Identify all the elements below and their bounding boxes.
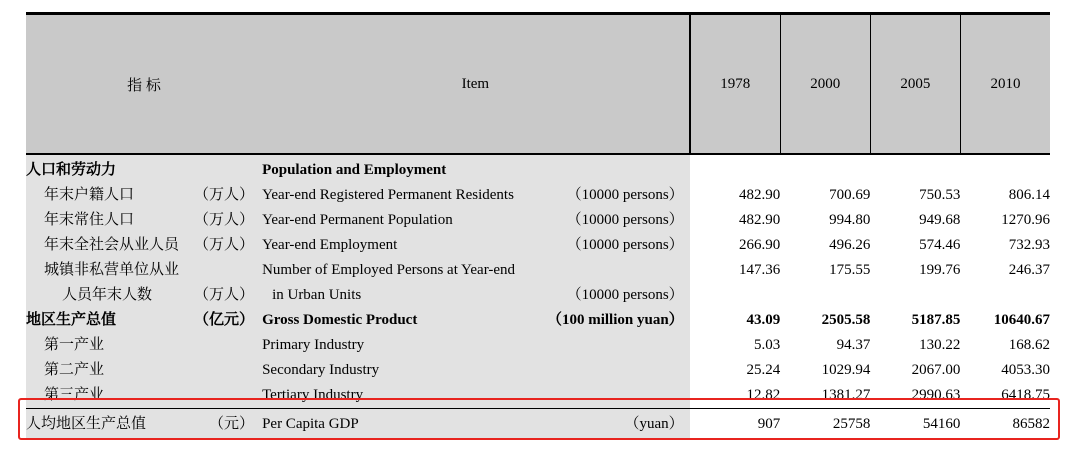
row-value-2000: 700.69 xyxy=(780,183,870,208)
statistics-table xyxy=(26,12,1050,439)
row-item-en-label: Primary Industry xyxy=(262,337,365,353)
row-value-2000: 994.80 xyxy=(780,208,870,233)
row-indicator-cn xyxy=(26,183,262,208)
row-item-en xyxy=(262,208,690,233)
row-item-en xyxy=(262,283,690,308)
row-indicator-cn-label: 第一产业 xyxy=(44,337,105,353)
row-item-en xyxy=(262,233,690,258)
header-row xyxy=(26,14,1050,155)
row-value-2000: 25758 xyxy=(780,409,870,440)
row-indicator-cn-label: 年末全社会从业人员 xyxy=(44,237,180,253)
row-item-en xyxy=(262,383,690,409)
row-value-2005: 5187.85 xyxy=(870,308,960,333)
row-item-en-label: Secondary Industry xyxy=(262,362,380,378)
row-unit-cn: （亿元） xyxy=(194,312,255,328)
row-unit-en: （100 million yuan） xyxy=(546,312,684,328)
row-value-2000: 496.26 xyxy=(780,233,870,258)
row-item-en xyxy=(262,409,690,440)
row-value-2000 xyxy=(780,154,870,183)
row-indicator-cn xyxy=(26,409,262,440)
table-row xyxy=(26,258,1050,283)
row-value-2000: 2505.58 xyxy=(780,308,870,333)
header-year-label: 2010 xyxy=(990,75,1021,92)
table-header xyxy=(26,14,1050,155)
row-value-2010: 1270.96 xyxy=(960,208,1050,233)
header-item-label: Item xyxy=(461,75,490,92)
header-year-1978 xyxy=(690,14,781,155)
row-indicator-cn-label: 年末户籍人口 xyxy=(44,187,135,203)
row-item-en-label: Number of Employed Persons at Year-end xyxy=(262,262,516,278)
row-value-2005: 2067.00 xyxy=(870,358,960,383)
header-year-label: 2000 xyxy=(810,75,841,92)
row-item-en xyxy=(262,258,690,283)
row-item-en-label: Year-end Permanent Population xyxy=(262,212,453,228)
row-item-en xyxy=(262,183,690,208)
row-value-1978: 907 xyxy=(690,409,781,440)
table-row xyxy=(26,409,1050,440)
row-indicator-cn-label: 人员年末人数 xyxy=(62,287,153,303)
header-year-2010 xyxy=(960,14,1050,155)
row-item-en-label: in Urban Units xyxy=(272,287,362,303)
table-row xyxy=(26,154,1050,183)
row-value-2010: 168.62 xyxy=(960,333,1050,358)
row-unit-cn: （万人） xyxy=(194,187,255,203)
row-item-en xyxy=(262,308,690,333)
row-indicator-cn xyxy=(26,283,262,308)
header-year-label: 2005 xyxy=(900,75,931,92)
row-item-en xyxy=(262,154,690,183)
header-indicator-cn xyxy=(26,14,262,155)
row-value-1978 xyxy=(690,154,781,183)
row-value-2005: 949.68 xyxy=(870,208,960,233)
table-row xyxy=(26,333,1050,358)
row-value-2000: 94.37 xyxy=(780,333,870,358)
row-indicator-cn xyxy=(26,258,262,283)
row-unit-cn: （万人） xyxy=(194,212,255,228)
row-indicator-cn-label: 地区生产总值 xyxy=(26,312,117,328)
row-unit-cn: （万人） xyxy=(194,237,255,253)
row-item-en-label: Gross Domestic Product xyxy=(262,312,418,328)
row-value-2000: 1029.94 xyxy=(780,358,870,383)
row-indicator-cn-label: 城镇非私营单位从业 xyxy=(44,262,180,278)
row-item-en xyxy=(262,358,690,383)
row-indicator-cn-label: 人口和劳动力 xyxy=(26,162,117,178)
row-indicator-cn xyxy=(26,208,262,233)
row-indicator-cn-label: 第二产业 xyxy=(44,362,105,378)
header-item-en xyxy=(262,14,690,155)
header-year-2000 xyxy=(780,14,870,155)
header-year-label: 1978 xyxy=(720,75,751,92)
table-row xyxy=(26,308,1050,333)
row-item-en-label: Year-end Employment xyxy=(262,237,398,253)
row-indicator-cn-label: 年末常住人口 xyxy=(44,212,135,228)
row-value-2005: 574.46 xyxy=(870,233,960,258)
table-row xyxy=(26,233,1050,258)
row-indicator-cn xyxy=(26,308,262,333)
row-indicator-cn-label: 第三产业 xyxy=(44,387,105,403)
row-unit-en: （10000 persons） xyxy=(566,212,684,228)
table-row xyxy=(26,208,1050,233)
row-value-1978: 482.90 xyxy=(690,183,781,208)
row-value-2000: 1381.27 xyxy=(780,383,870,409)
row-value-1978: 266.90 xyxy=(690,233,781,258)
row-value-1978: 43.09 xyxy=(690,308,781,333)
row-item-en xyxy=(262,333,690,358)
row-indicator-cn-label: 人均地区生产总值 xyxy=(26,416,147,432)
row-unit-en: （10000 persons） xyxy=(566,187,684,203)
row-indicator-cn xyxy=(26,154,262,183)
row-value-2005: 2990.63 xyxy=(870,383,960,409)
row-value-2005 xyxy=(870,154,960,183)
row-unit-en: （yuan） xyxy=(624,416,684,432)
row-value-2010: 732.93 xyxy=(960,233,1050,258)
row-value-2010 xyxy=(960,154,1050,183)
row-item-en-label: Tertiary Industry xyxy=(262,387,364,403)
row-value-1978: 5.03 xyxy=(690,333,781,358)
row-value-2005: 750.53 xyxy=(870,183,960,208)
row-value-1978: 12.82 xyxy=(690,383,781,409)
table-row xyxy=(26,283,1050,308)
row-item-en-label: Population and Employment xyxy=(262,162,447,178)
row-value-2005: 54160 xyxy=(870,409,960,440)
header-year-2005 xyxy=(870,14,960,155)
row-value-1978 xyxy=(690,283,781,308)
row-unit-cn: （元） xyxy=(209,416,255,432)
row-value-2010: 246.37 xyxy=(960,258,1050,283)
row-indicator-cn xyxy=(26,383,262,409)
header-indicator-label: 指 标 xyxy=(127,77,161,94)
row-value-2000: 175.55 xyxy=(780,258,870,283)
row-value-2010: 86582 xyxy=(960,409,1050,440)
row-value-1978: 147.36 xyxy=(690,258,781,283)
row-unit-en: （10000 persons） xyxy=(566,287,684,303)
row-item-en-label: Year-end Registered Permanent Residents xyxy=(262,187,514,203)
row-indicator-cn xyxy=(26,358,262,383)
table-body xyxy=(26,154,1050,439)
table-row xyxy=(26,183,1050,208)
row-value-2000 xyxy=(780,283,870,308)
row-indicator-cn xyxy=(26,233,262,258)
row-value-2005: 130.22 xyxy=(870,333,960,358)
row-unit-en: （10000 persons） xyxy=(566,237,684,253)
row-value-2010: 806.14 xyxy=(960,183,1050,208)
row-value-1978: 482.90 xyxy=(690,208,781,233)
table-row xyxy=(26,358,1050,383)
row-indicator-cn xyxy=(26,333,262,358)
row-item-en-label: Per Capita GDP xyxy=(262,416,359,432)
row-value-2010: 6418.75 xyxy=(960,383,1050,409)
row-value-2005 xyxy=(870,283,960,308)
row-value-2010: 10640.67 xyxy=(960,308,1050,333)
row-value-2010: 4053.30 xyxy=(960,358,1050,383)
row-value-2010 xyxy=(960,283,1050,308)
row-value-1978: 25.24 xyxy=(690,358,781,383)
row-value-2005: 199.76 xyxy=(870,258,960,283)
table-row xyxy=(26,383,1050,409)
row-unit-cn: （万人） xyxy=(194,287,255,303)
